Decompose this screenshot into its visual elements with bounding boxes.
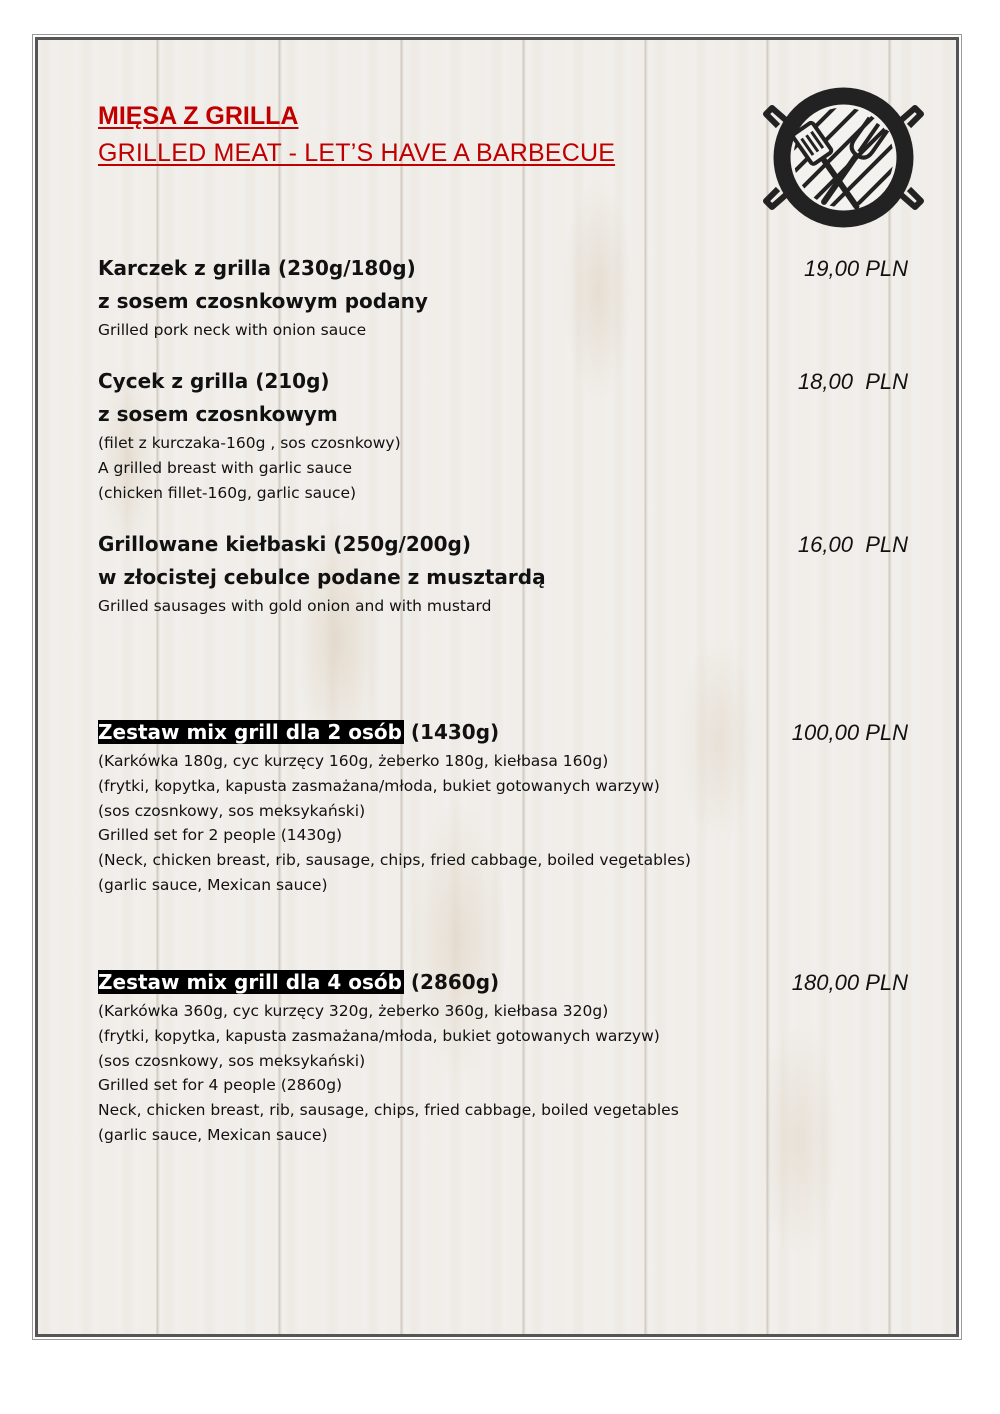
item-title-line1: Cycek z grilla (210g) (98, 369, 330, 393)
description-line: (filet z kurczaka-160g , sos czosnkowy) (98, 434, 401, 452)
menu-set-2-people (98, 716, 908, 898)
description-line: (frytki, kopytka, kapusta zasmażana/młoda, bukiet gotowanych warzyw) (98, 1026, 660, 1045)
description-line: (garlic sauce, Mexican sauce) (98, 1125, 328, 1144)
menu-set-4-people (98, 966, 908, 1148)
item-description (98, 594, 908, 619)
item-price: 18,00 PLN (797, 369, 908, 394)
description-line: (sos czosnkowy, sos meksykański) (98, 801, 366, 820)
description-line: Grilled sausages with gold onion and with mustard (98, 597, 492, 615)
item-title (98, 252, 908, 318)
description-line: Grilled set for 2 people (1430g) (98, 826, 343, 845)
description-line: Grilled pork neck with onion sauce (98, 321, 367, 339)
description-line: (frytki, kopytka, kapusta zasmażana/młoda, bukiet gotowanych warzyw) (98, 776, 660, 795)
item-description (98, 431, 908, 505)
item-title-line2: z sosem czosnkowym podany (98, 289, 428, 313)
set-price: 180,00 PLN (791, 970, 908, 995)
set-price: 100,00 PLN (791, 720, 908, 745)
menu-item-cycek (98, 365, 908, 505)
set-title-highlight: Zestaw mix grill dla 2 osób (98, 720, 402, 744)
set-description (98, 749, 908, 898)
set-weight: (1430g) (403, 720, 500, 744)
set-title-highlight: Zestaw mix grill dla 4 osób (98, 970, 402, 994)
item-title-line2: w złocistej cebulce podane z musztardą (98, 565, 546, 589)
description-line: (Karkówka 180g, cyc kurzęcy 160g, żeberko 180g, kiełbasa 160g) (98, 752, 609, 770)
description-line: Grilled set for 4 people (2860g) (98, 1076, 343, 1095)
menu-item-kielbaski (98, 528, 908, 619)
page-subtitle: GRILLED MEAT - LET’S HAVE A BARBECUE (98, 139, 616, 167)
description-line: (chicken fillet-160g, garlic sauce) (98, 483, 357, 502)
item-title (98, 365, 908, 431)
menu-item-karczek (98, 252, 908, 343)
set-title (98, 716, 908, 749)
description-line: (sos czosnkowy, sos meksykański) (98, 1051, 366, 1070)
item-title (98, 528, 908, 594)
item-title-line2: z sosem czosnkowym (98, 402, 338, 426)
page-title: MIĘSA Z GRILLA (98, 102, 299, 130)
description-line: (Karkówka 360g, cyc kurzęcy 320g, żeberko 360g, kiełbasa 320g) (98, 1002, 609, 1020)
menu-page (35, 37, 959, 1337)
description-line: (Neck, chicken breast, rib, sausage, chips, fried cabbage, boiled vegetables) (98, 851, 691, 870)
set-title (98, 966, 908, 999)
description-line: A grilled breast with garlic sauce (98, 458, 352, 477)
item-description (98, 318, 908, 343)
set-weight: (2860g) (403, 970, 500, 994)
description-line: (garlic sauce, Mexican sauce) (98, 875, 328, 894)
description-line: Neck, chicken breast, rib, sausage, chips, fried cabbage, boiled vegetables (98, 1101, 679, 1120)
item-price: 16,00 PLN (797, 532, 908, 557)
grill-icon (756, 70, 931, 245)
item-price: 19,00 PLN (804, 256, 908, 281)
item-title-line1: Karczek z grilla (230g/180g) (98, 256, 416, 280)
item-title-line1: Grillowane kiełbaski (250g/200g) (98, 532, 472, 556)
set-description (98, 999, 908, 1148)
